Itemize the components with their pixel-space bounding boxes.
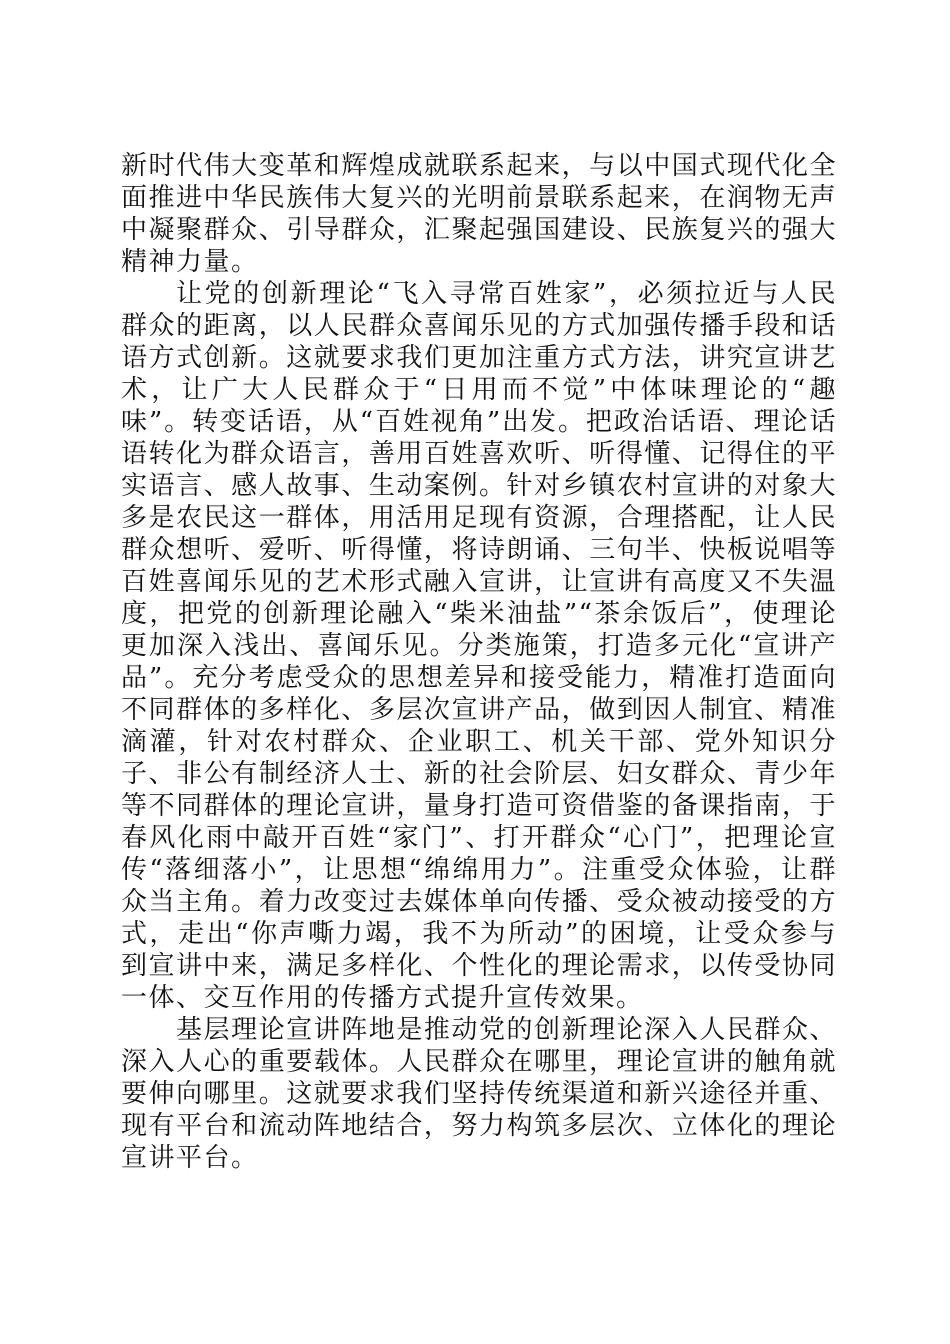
paragraph-communication-methods: 让党的创新理论“飞入寻常百姓家”，必须拉近与人民群众的距离，以人民群众喜闻乐见的方式加强传播手段和话语方式创新。这就要求我们更加注重方式方法，讲究宣讲艺术，让广大人民群众于“日用而不觉”中体味理论的“趣味”。转变话语，从“百姓视角”出发。把政治话语、理论话语转化为群众语言，善用百姓喜欢听、听得懂、记得住的平实语言、感人故事、生动案例。针对乡镇农村宣讲的对象大多是农民这一群体，用活用足现有资源，合理搭配，让人民群众想听、爱听、听得懂，将诗朗诵、三句半、快板说唱等百姓喜闻乐见的艺术形式融入宣讲，让宣讲有高度又不失温度，把党的创新理论融入“柴米油盐”“茶余饭后”，使理论更加深入浅出、喜闻乐见。分类施策，打造多元化“宣讲产品”。充分考虑受众的思想差异和接受能力，精准打造面向不同群体的多样化、多层次宣讲产品，做到因人制宜、精准滴灌，针对农村群众、企业职工、机关干部、党外知识分子、非公有制经济人士、新的社会阶层、妇女群众、青少年等不同群体的理论宣讲，量身打造可资借鉴的备课指南，于春风化雨中敲开百姓“家门”、打开群众“心门”，把理论宣传“落细落小”，让思想“绵绵用力”。注重受众体验，让群众当主角。着力改变过去媒体单向传播、受众被动接受的方式，走出“你声嘶力竭，我不为所动”的困境，让受众参与到宣讲中来，满足多样化、个性化的理论需求，以传受协同一体、交互作用的传播方式提升宣传效果。 [121, 279, 837, 1013]
paragraph-grassroots-platforms: 基层理论宣讲阵地是推动党的创新理论深入人民群众、深入人心的重要载体。人民群众在哪里，理论宣讲的触角就要伸向哪里。这就要求我们坚持传统渠道和新兴途径并重、现有平台和流动阵地结合，努力构筑多层次、立体化的理论宣讲平台。 [121, 1015, 837, 1173]
document-body [121, 150, 837, 1174]
paragraph-continuation: 新时代伟大变革和辉煌成就联系起来，与以中国式现代化全面推进中华民族伟大复兴的光明前景联系起来，在润物无声中凝聚群众、引导群众，汇聚起强国建设、民族复兴的强大精神力量。 [121, 151, 837, 277]
